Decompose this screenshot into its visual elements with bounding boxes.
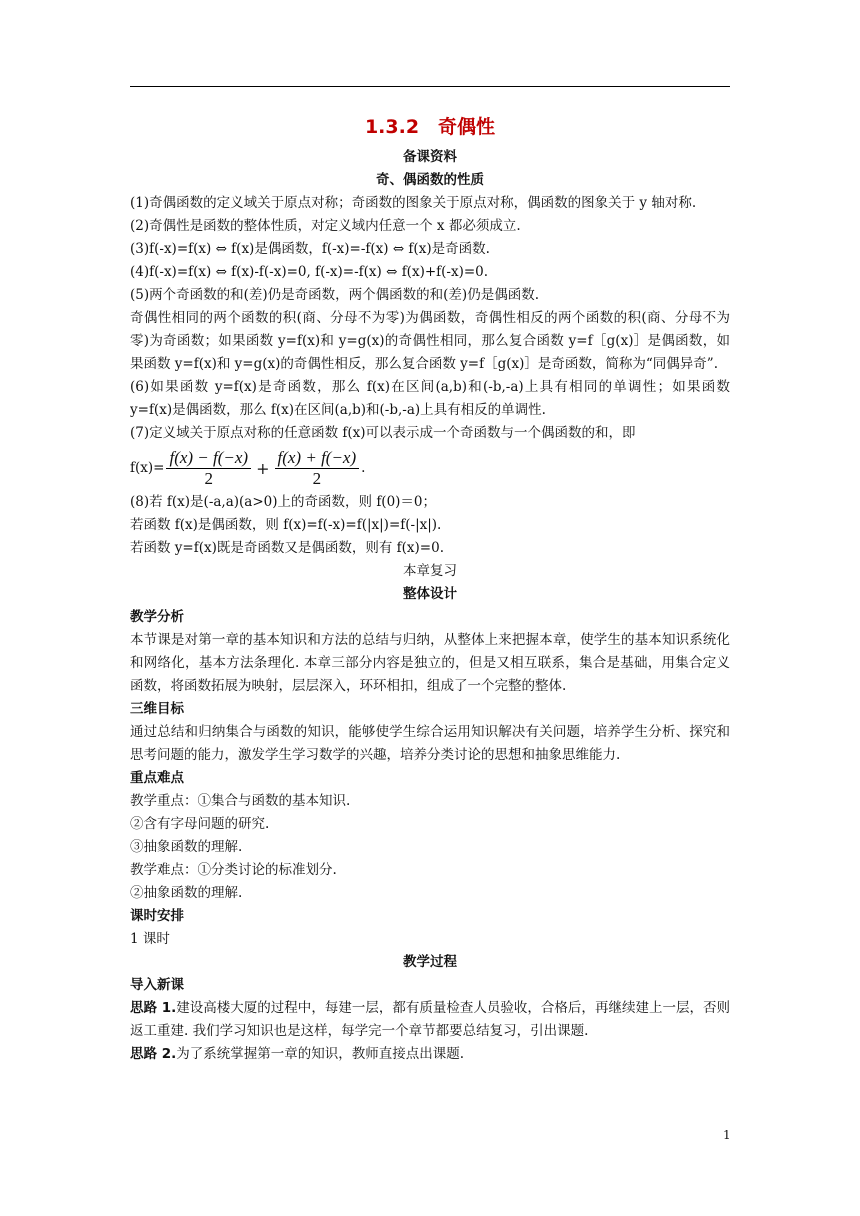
odd-part-denominator: 2 <box>204 468 214 488</box>
property-8-both: 若函数 y=f(x)既是奇函数又是偶函数，则有 f(x)=0. <box>130 540 444 556</box>
property-1: (1)奇偶函数的定义域关于原点对称；奇函数的图象关于原点对称，偶函数的图象关于 y 轴对称. <box>130 195 697 211</box>
idea-2-text: 为了系统掌握第一章的知识，教师直接点出课题. <box>176 1046 465 1062</box>
idea-1 <box>130 997 730 1043</box>
odd-part-fraction <box>166 448 251 489</box>
overall-design-heading: 整体设计 <box>403 586 457 602</box>
formula-lhs: f(x)= <box>130 460 165 476</box>
idea-1-text: 建设高楼大厦的过程中，每建一层，都有质量检查人员验收，合格后，再继续建上一层，否则返工重建. 我们学习知识也是这样，每学完一个章节都要总结复习，引出课题. <box>130 1000 730 1039</box>
property-3: (3)f(-x)=f(x) ⇔ f(x)是偶函数，f(-x)=-f(x) ⇔ f(x)是奇函数. <box>130 241 490 257</box>
even-part-denominator: 2 <box>312 468 322 488</box>
schedule-heading: 课时安排 <box>130 908 184 924</box>
analysis-text: 本节课是对第一章的基本知识和方法的总结与归纳，从整体上来把握本章，使学生的基本知识系统化和网络化，基本方法条理化. 本章三部分内容是独立的，但是又相互联系，集合是基础，用集合定义函数，将函数拓展为映射，层层深入，环环相扣，组成了一个完整的整体. <box>130 632 730 694</box>
key-point-1: 教学重点：①集合与函数的基本知识. <box>130 793 351 809</box>
property-7: (7)定义域关于原点对称的任意函数 f(x)可以表示成一个奇函数与一个偶函数的和，即 <box>130 425 636 441</box>
chapter-review-heading: 本章复习 <box>403 563 457 579</box>
idea-1-label: 思路 1. <box>130 1000 177 1016</box>
page-number: 1 <box>723 1128 731 1142</box>
odd-part-numerator: f(x) − f(−x) <box>166 448 251 469</box>
decomposition-formula <box>130 445 730 491</box>
page-title: 1.3.2 奇偶性 <box>364 116 496 138</box>
property-5: (5)两个奇函数的和(差)仍是奇函数，两个偶函数的和(差)仍是偶函数. <box>130 287 539 303</box>
difficulty-2: ②抽象函数的理解. <box>130 885 243 901</box>
property-8: (8)若 f(x)是(-a,a)(a>0)上的奇函数，则 f(0)＝0； <box>130 494 437 510</box>
even-part-numerator: f(x) + f(−x) <box>275 448 360 469</box>
property-6: (6)如果函数 y=f(x)是奇函数，那么 f(x)在区间(a,b)和(-b,-a)上具有相同的单调性；如果函数 y=f(x)是偶函数，那么 f(x)在区间(a,b)和(-b,-a)上具有相反的单调性. <box>130 379 730 418</box>
even-part-fraction <box>275 448 360 489</box>
property-4: (4)f(-x)=f(x) ⇔ f(x)-f(-x)=0, f(-x)=-f(x) ⇔ f(x)+f(-x)=0. <box>130 264 489 280</box>
idea-2 <box>130 1043 730 1066</box>
key-points-heading: 重点难点 <box>130 770 184 786</box>
goals-heading: 三维目标 <box>130 701 184 717</box>
header-rule <box>130 86 730 87</box>
analysis-heading: 教学分析 <box>130 609 184 625</box>
schedule-text: 1 课时 <box>130 931 170 947</box>
document-body <box>130 112 730 1066</box>
prep-heading: 备课资料 <box>403 149 457 165</box>
difficulty-1: 教学难点：①分类讨论的标准划分. <box>130 862 337 878</box>
property-8-even: 若函数 f(x)是偶函数，则 f(x)=f(-x)=f(|x|)=f(-|x|). <box>130 517 442 533</box>
intro-heading: 导入新课 <box>130 977 184 993</box>
formula-plus: + <box>256 458 270 478</box>
key-point-2: ②含有字母问题的研究. <box>130 816 270 832</box>
process-heading: 教学过程 <box>403 954 457 970</box>
formula-end: . <box>361 460 366 476</box>
goals-text: 通过总结和归纳集合与函数的知识，能够使学生综合运用知识解决有关问题，培养学生分析、探究和思考问题的能力，激发学生学习数学的兴趣，培养分类讨论的思想和抽象思维能力. <box>130 724 730 763</box>
idea-2-label: 思路 2. <box>130 1046 177 1062</box>
properties-heading: 奇、偶函数的性质 <box>376 172 484 188</box>
key-point-3: ③抽象函数的理解. <box>130 839 243 855</box>
property-2: (2)奇偶性是函数的整体性质，对定义域内任意一个 x 都必须成立. <box>130 218 521 234</box>
property-5-detail: 奇偶性相同的两个函数的积(商、分母不为零)为偶函数，奇偶性相反的两个函数的积(商、分母不为零)为奇函数；如果函数 y=f(x)和 y=g(x)的奇偶性相同，那么复合函数 y=f［g(x)］是偶函数，如果函数 y=f(x)和 y=g(x)的奇偶性相反，那么复合函数 y=f［g(x)］是奇函数，简称为“同偶异奇”. <box>130 310 730 372</box>
